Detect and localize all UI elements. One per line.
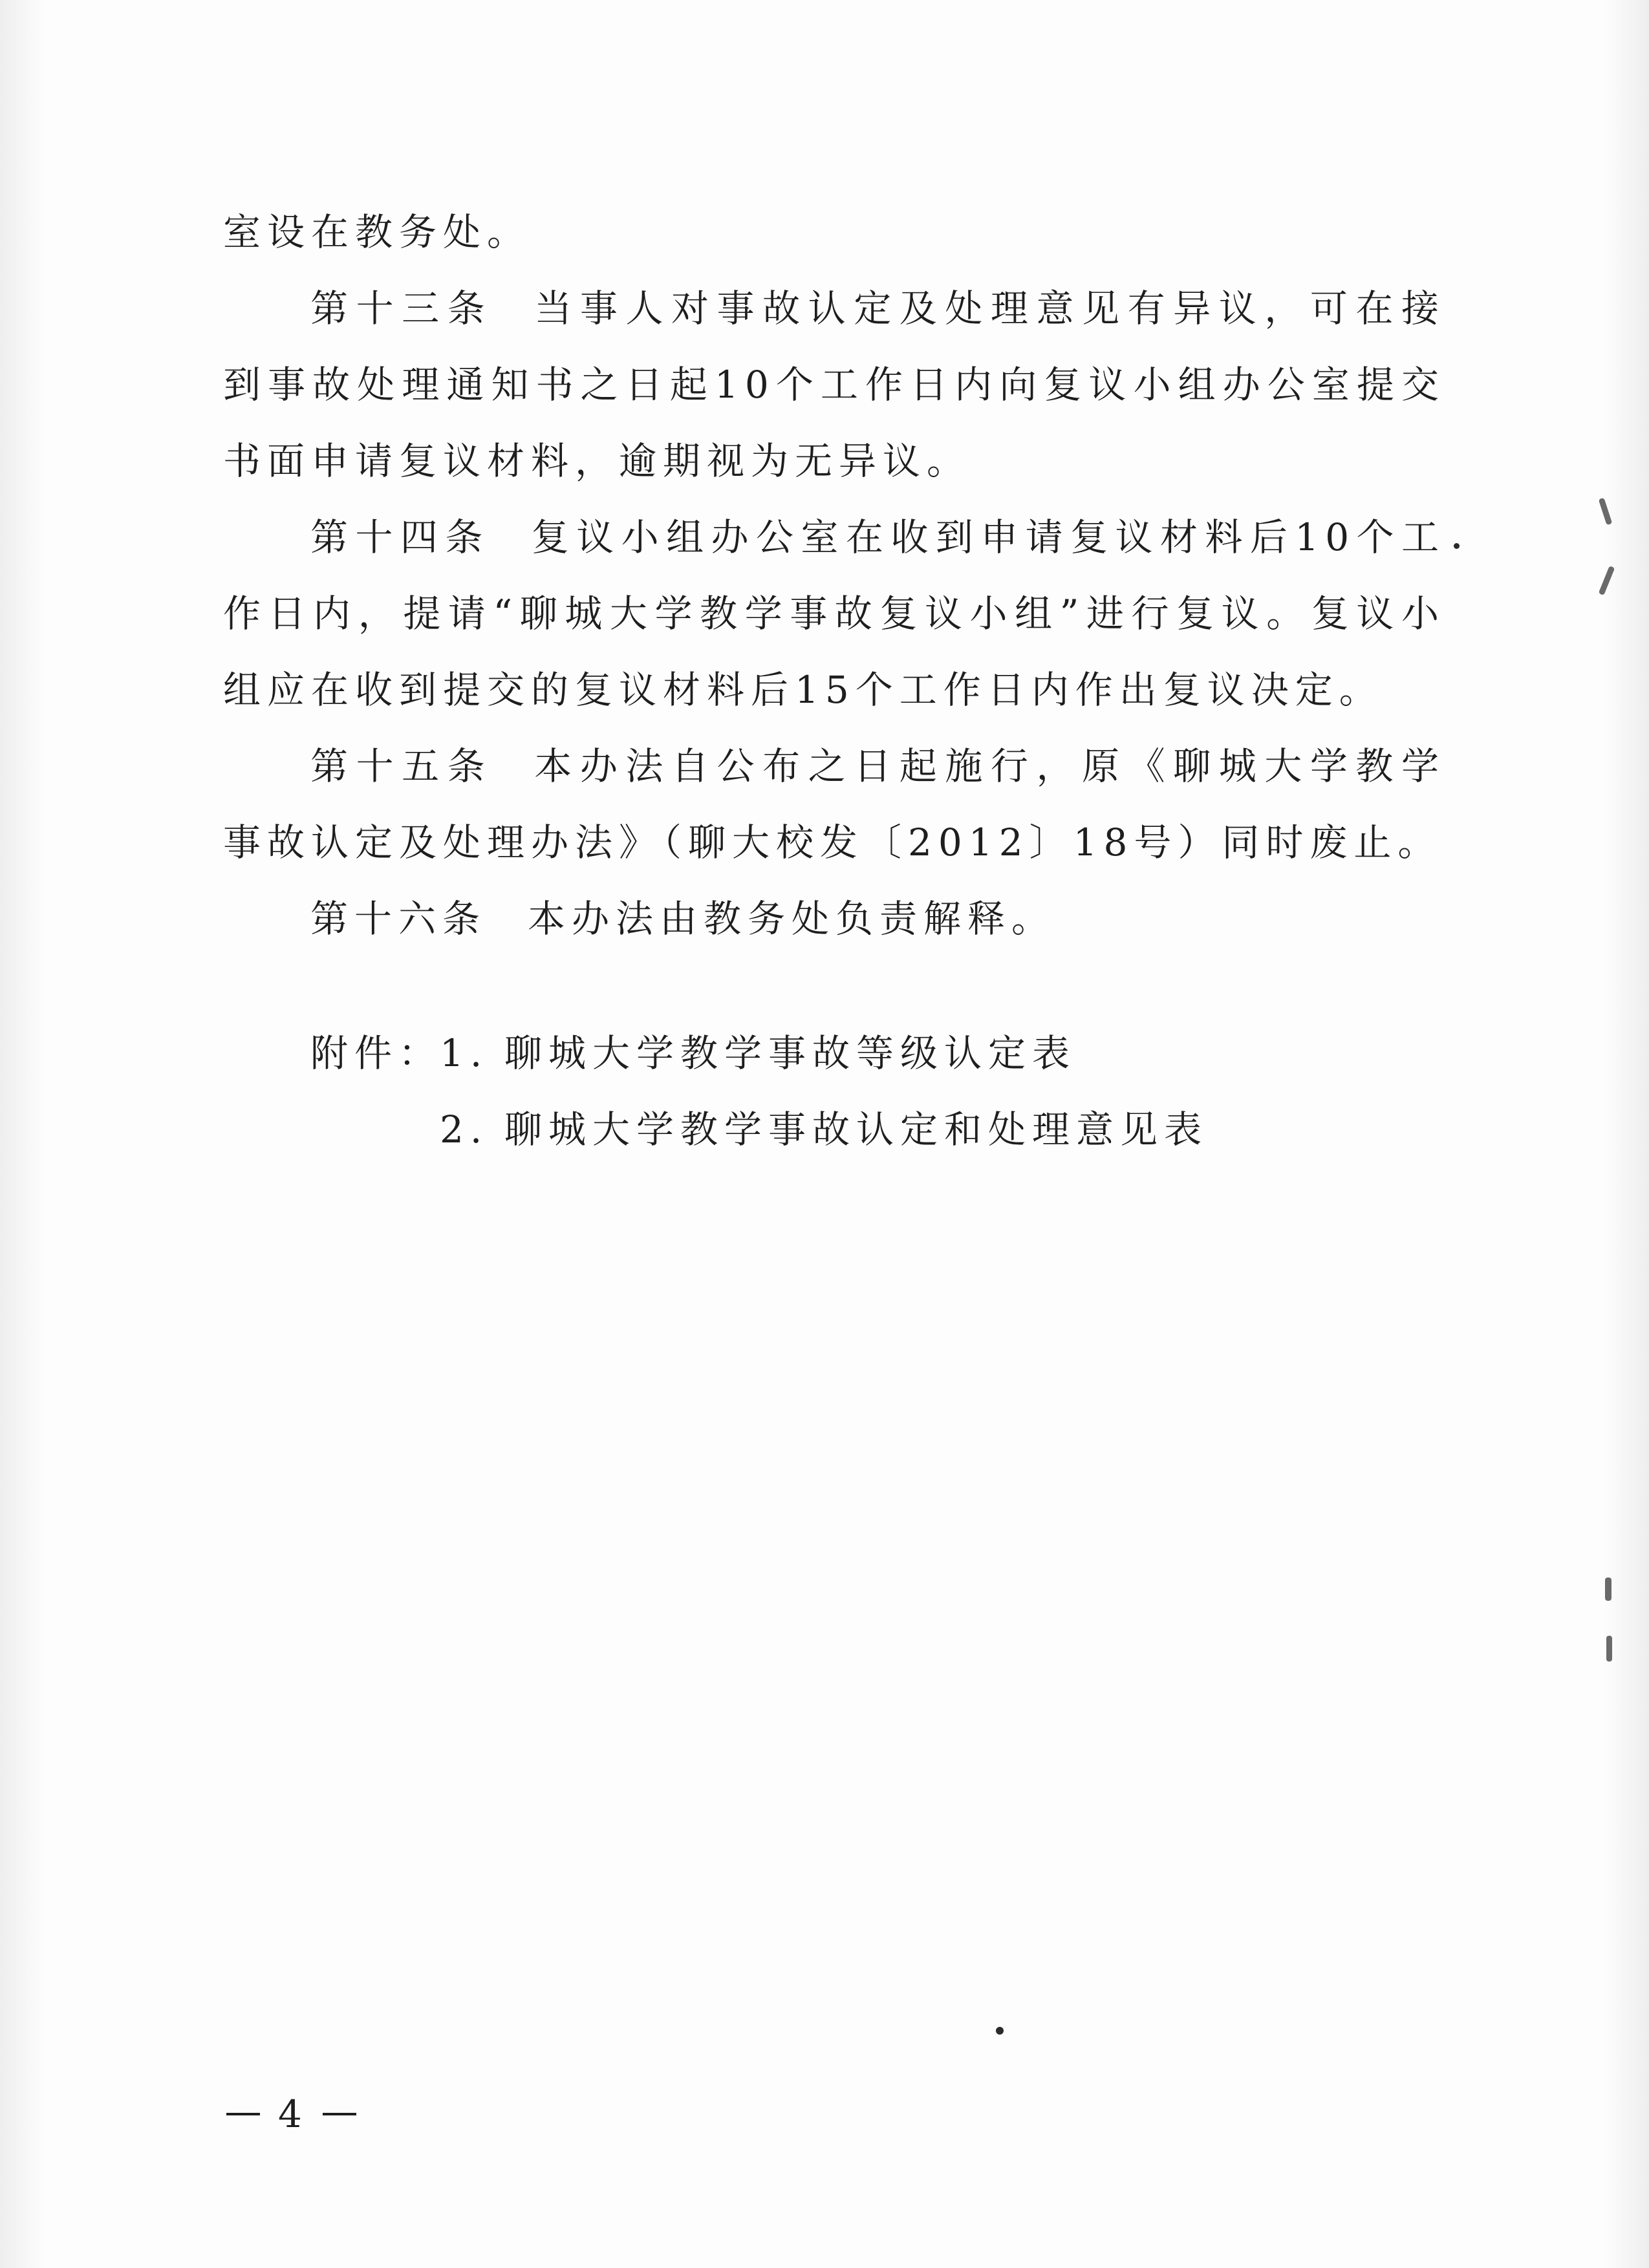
scan-speck xyxy=(1454,543,1460,549)
article-16 xyxy=(223,881,1445,957)
article-number: 第十四条 xyxy=(310,515,490,559)
attachments-list xyxy=(310,1015,1208,1168)
article-text: 复议小组办公室在收到申请复议材料后10个工作日内，提请“聊城大学教学事故复议小组”进行复议。复议小组应在收到提交的复议材料后15个工作日内作出复议决定。 xyxy=(223,515,1445,712)
paragraph-text: 室设在教务处。 xyxy=(223,210,532,254)
page-number-value: 4 xyxy=(278,2092,305,2136)
attachment-item xyxy=(310,1015,1208,1091)
attachment-item xyxy=(310,1091,1208,1168)
article-text: 当事人对事故认定及处理意见有异议，可在接到事故处理通知书之日起10个工作日内向复议小组办公室提交书面申请复议材料，逾期视为无异议。 xyxy=(223,286,1445,483)
page-number-dash-left xyxy=(226,2113,260,2115)
scan-speck xyxy=(996,2027,1004,2035)
attachment-indent xyxy=(310,1091,440,1168)
paragraph-continuation xyxy=(223,194,1445,270)
article-14 xyxy=(223,499,1445,728)
attachment-title: 聊城大学教学事故认定和处理意见表 xyxy=(504,1107,1209,1151)
body-text xyxy=(223,194,1445,957)
scan-edge-shadow-right xyxy=(1604,0,1649,2268)
article-number: 第十五条 xyxy=(310,744,493,788)
page-number-dash-right xyxy=(323,2113,356,2115)
attachments-label: 附件： xyxy=(310,1031,443,1075)
page-number xyxy=(226,2085,356,2143)
attachment-title: 聊城大学教学事故等级认定表 xyxy=(504,1031,1077,1075)
article-15 xyxy=(223,728,1445,881)
binding-mark xyxy=(1605,1578,1611,1601)
attachment-number: 2. xyxy=(440,1107,489,1151)
binding-mark xyxy=(1606,1636,1612,1662)
article-number: 第十六条 xyxy=(310,897,487,941)
attachment-number: 1. xyxy=(440,1031,489,1075)
article-text: 本办法自公布之日起施行，原《聊城大学教学事故认定及处理办法》（聊大校发〔2012〕18号）同时废止。 xyxy=(223,744,1445,864)
article-number: 第十三条 xyxy=(310,286,493,330)
scan-edge-shadow-left xyxy=(0,0,45,2268)
article-13 xyxy=(223,270,1445,499)
article-text: 本办法由教务处负责解释。 xyxy=(528,897,1056,941)
